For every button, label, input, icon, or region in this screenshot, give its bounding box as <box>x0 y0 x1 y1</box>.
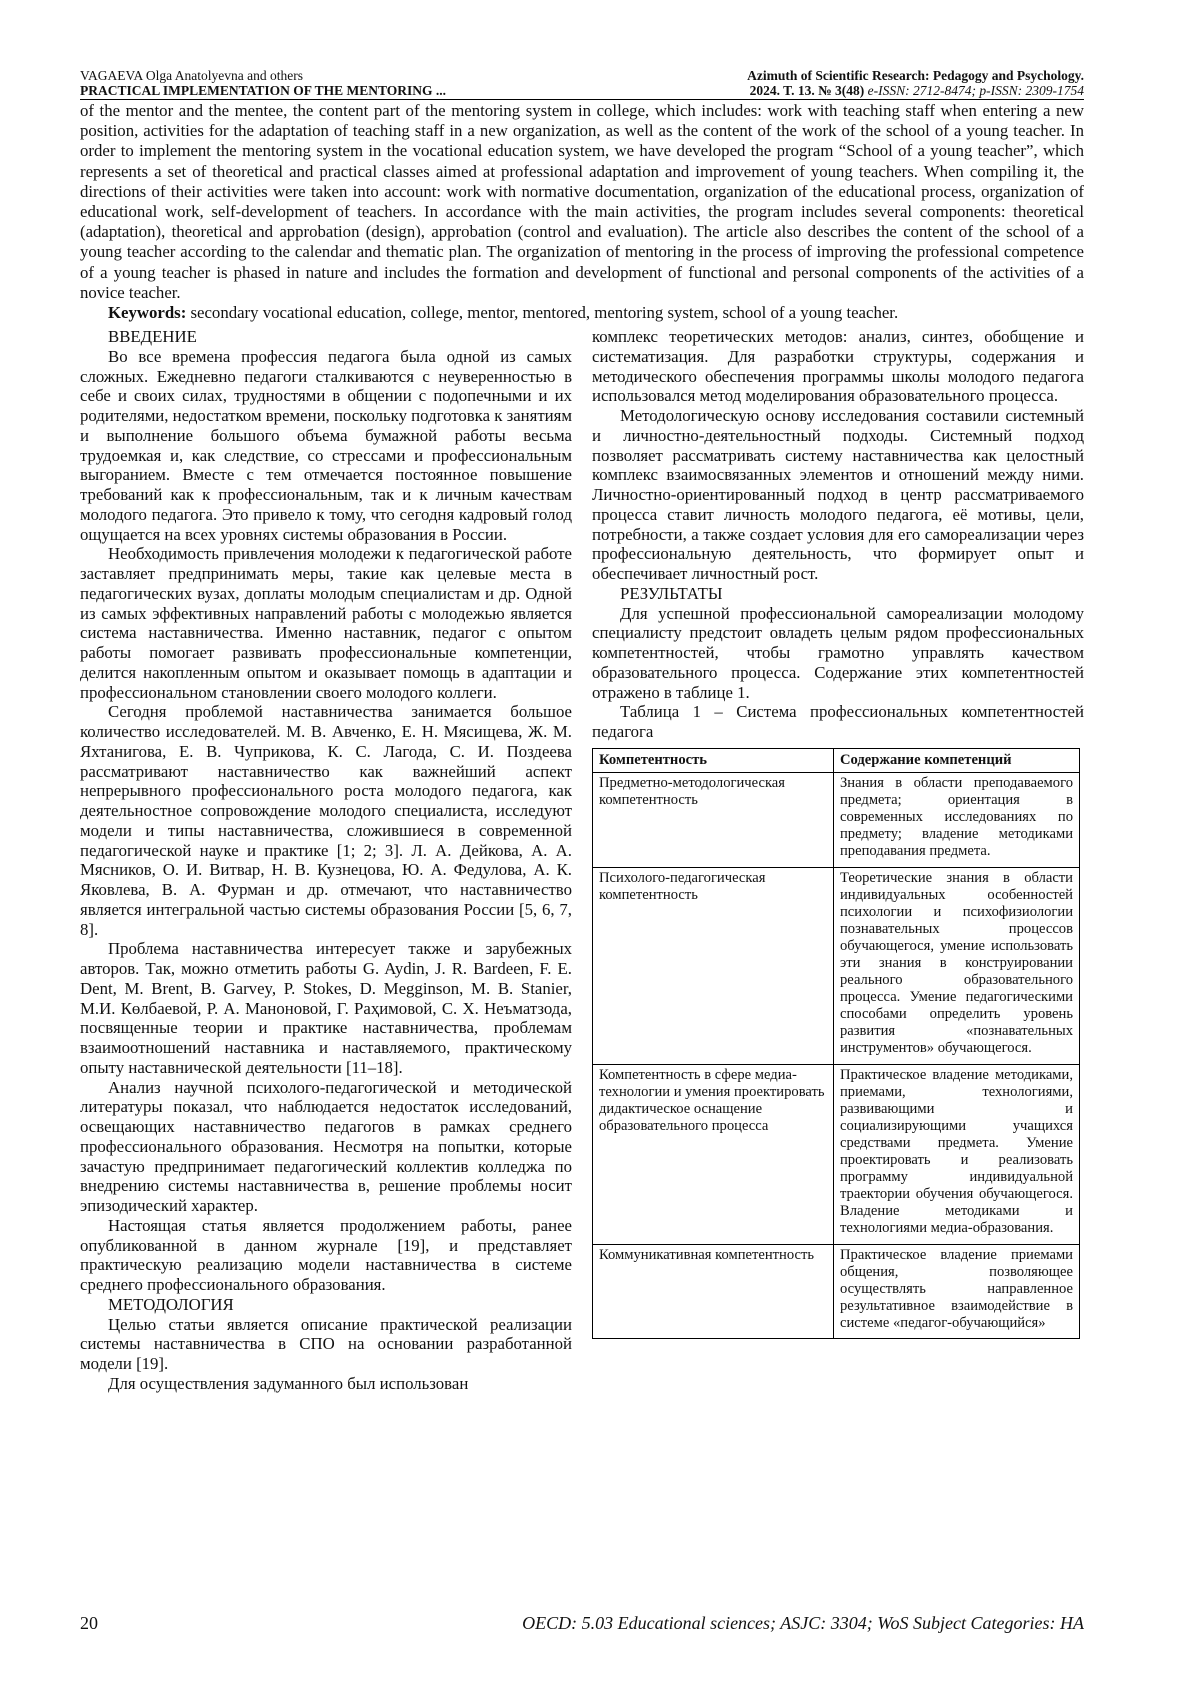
page-footer <box>80 1613 1084 1634</box>
paragraph: Проблема наставничества интересует также и зарубежных авторов. Так, можно отметить работы G. Aydin, J. R. Bardeen, F. E. Dent, M. Brent, B. Garvey, P. Stokes, D. Megginson, M. B. Stanier, М.И. Көлбаевой, Р. А. Маноновой, Г. Раҳимовой, С. Х. Неъматзода, посвященные теории и практике наставничества, проблемам взаимоотношений наставника и наставляемого, практическому опыту наставнической деятельности [11–18]. <box>80 939 572 1077</box>
section-heading-methodology: МЕТОДОЛОГИЯ <box>108 1294 234 1314</box>
paragraph: Методологическую основу исследования составили системный и личностно-деятельностный подходы. Системный подход позволяет рассматривать систему наставничества как целостный комплекс взаимосвязанных элементов и отношений между ними. Личностно-ориентированный подход в центр рассматриваемого процесса ставит личность молодого педагога, её мотивы, цели, потребности, а также создает условия для его самореализации через профессиональную деятельность, что формирует опыт и обеспечивает личностный рост. <box>592 406 1084 584</box>
header-author: VAGAEVA Olga Anatolyevna and others <box>80 68 303 83</box>
header-right <box>747 68 1084 98</box>
table-cell-content: Теоретические знания в области индивидуальных особенностей психологии и психофизиологии познавательных процессов обучающегося, умение использовать эти знания в конструировании реального образовательного процесса. Умение педагогическими способами определить уровень развития «познавательных инструментов» обучающегося. <box>834 867 1080 1064</box>
table-cell-content: Практическое владение приемами общения, позволяющее осуществлять направленное результативное взаимодействие в системе «педагог-обучающийся» <box>834 1244 1080 1338</box>
table-header-content: Содержание компетенций <box>834 748 1080 772</box>
paragraph: Для осуществления задуманного был использован <box>108 1373 469 1393</box>
section-heading-introduction: ВВЕДЕНИЕ <box>108 327 197 347</box>
header-title: PRACTICAL IMPLEMENTATION OF THE MENTORING ... <box>80 83 447 98</box>
page-number: 20 <box>80 1613 98 1633</box>
right-column <box>592 327 1084 1394</box>
paragraph: Для успешной профессиональной самореализации молодому специалисту предстоит овладеть целым рядом профессиональных компетентностей, чтобы грамотно управлять качеством образовательного процесса. Содержание этих компетентностей отражено в таблице 1. <box>592 603 1084 702</box>
page <box>80 68 1084 1394</box>
header-issn: e-ISSN: 2712-8474; p-ISSN: 2309-1754 <box>864 83 1084 98</box>
table-header-competence: Компетентность <box>593 748 834 772</box>
keywords-text: secondary vocational education, college, mentor, mentored, mentoring system, school of a young teacher. <box>186 303 899 323</box>
table-row <box>593 773 1080 867</box>
footer-classification: OECD: 5.03 Educational sciences; ASJC: 3304; WoS Subject Categories: HA <box>522 1613 1084 1633</box>
paragraph: Анализ научной психолого-педагогической и методической литературы показал, что наблюдается недостаток исследований, освещающих наставничество педагогов в рамках среднего профессионального образования. Несмотря на попытки, которые зачастую предпринимает педагогический коллектив колледжа по внедрению системы наставничества в, решение проблемы носит эпизодический характер. <box>80 1077 572 1216</box>
table-cell-competence: Компетентность в сфере медиа-технологии и умения проектировать дидактическое оснащение образовательного процесса <box>593 1064 834 1244</box>
table-row <box>593 1244 1080 1338</box>
header-left <box>80 68 446 98</box>
body-columns <box>80 327 1084 1394</box>
left-column <box>80 327 572 1394</box>
paragraph: комплекс теоретических методов: анализ, синтез, обобщение и систематизация. Для разработки структуры, содержания и методического обеспечения программы школы молодого педагога использовался метод моделирования образовательного процесса. <box>592 327 1084 406</box>
competence-table <box>592 748 1080 1339</box>
table-row <box>593 1064 1080 1244</box>
table-cell-content: Практическое владение методиками, приемами, технологиями, развивающими и социализирующими учащихся средствами предмета. Умение проектировать и реализовать программу индивидуальной траектории обучения обучающегося. Владение методиками и технологиями медиа-образования. <box>834 1064 1080 1244</box>
running-header <box>80 68 1084 100</box>
abstract <box>80 101 1084 323</box>
paragraph: Настоящая статья является продолжением работы, ранее опубликованной в данном журнале [19], и представляет практическую реализацию модели наставничества в системе среднего профессионального образования. <box>80 1215 572 1295</box>
paragraph: Сегодня проблемой наставничества занимается большое количество исследователей. М. В. Авченко, Е. Н. Мясищева, Ж. М. Яхтанигова, Е. В. Чуприкова, К. С. Лагода, С. И. Поздеева рассматривают наставничество как важнейший аспект непрерывного профессионального роста молодого педагога, как деятельностное сопровождение молодого специалиста, исследуют модели и типы наставничества, сложившиеся в современной педагогической науке и практике [1; 2; 3]. Л. А. Дейкова, А. А. Мясников, О. И. Витвар, Н. В. Кузнецова, Ю. А. Федулова, А. К. Яковлева, В. А. Фурман и др. отмечают, что наставничество является интегральной частью системы образования России [5, 6, 7, 8]. <box>80 702 572 939</box>
table-header-row <box>593 748 1080 772</box>
table-cell-competence: Психолого-педагогическая компетентность <box>593 867 834 1064</box>
abstract-text: of the mentor and the mentee, the content part of the mentoring system in college, which includes: work with teaching staff when entering a new position, activities for the adaptation of teaching staff in a new organization, as well as the content of the work of the school of a young teacher. In order to implement the mentoring system in the vocational education system, we have developed the program “School of a young teacher”, which represents a set of theoretical and practical classes aimed at professional adaptation and improvement of young teachers. When compiling it, the directions of their activities were taken into account: work with normative documentation, organization of the educational process, organization of educational work, self-development of teachers. In accordance with the main activities, the program includes several components: theoretical (adaptation), theoretical and approbation (design), approbation (control and evaluation). The article also describes the content of the school of a young teacher according to the calendar and thematic plan. The organization of mentoring in the process of improving the professional competence of a young teacher is phased in nature and includes the formation and development of functional and personal components of the activities of a novice teacher. <box>80 101 1084 302</box>
header-journal: Azimuth of Scientific Research: Pedagogy and Psychology. <box>747 68 1084 83</box>
table-caption: Таблица 1 – Система профессиональных компетентностей педагога <box>592 702 1084 742</box>
table-cell-competence: Коммуникативная компетентность <box>593 1244 834 1338</box>
table-cell-competence: Предметно-методологическая компетентность <box>593 773 834 867</box>
section-heading-results: РЕЗУЛЬТАТЫ <box>620 583 723 603</box>
paragraph: Во все времена профессия педагога была одной из самых сложных. Ежедневно педагоги сталкиваются с неуверенностью в себе и своих силах, трудностями в общении с подопечными и их родителями, недостатком времени, поскольку подготовка к занятиям и выполнение большого объема бумажной работы весьма трудоемкая и, как следствие, со стрессами и профессиональным выгоранием. Вместе с тем отмечается постоянное повышение требований как к профессиональным, так и к личным качествам молодого педагога. Это привело к тому, что сегодня кадровый голод ощущается на всех уровнях системы образования в России. <box>80 346 572 544</box>
table-row <box>593 867 1080 1064</box>
paragraph: Необходимость привлечения молодежи к педагогической работе заставляет предпринимать меры, такие как целевые места в педагогических вузах, доплаты молодым специалистам и др. Одной из самых эффективных направлений работы с молодежью является система наставничества. Именно наставник, педагог с опытом работы помогает развивать профессиональные компетенции, делится накопленным опытом и оказывает помощь в адаптации и профессиональном становлении своего молодого коллеги. <box>80 544 572 702</box>
keywords-label: Keywords: <box>108 303 187 323</box>
header-volume: 2024. T. 13. № 3(48) <box>749 83 865 98</box>
keywords <box>80 303 1084 323</box>
table-cell-content: Знания в области преподаваемого предмета; ориентация в современных исследованиях по предмету; владение методиками преподавания предмета. <box>834 773 1080 867</box>
paragraph: Целью статьи является описание практической реализации системы наставничества в СПО на основании разработанной модели [19]. <box>80 1314 572 1374</box>
